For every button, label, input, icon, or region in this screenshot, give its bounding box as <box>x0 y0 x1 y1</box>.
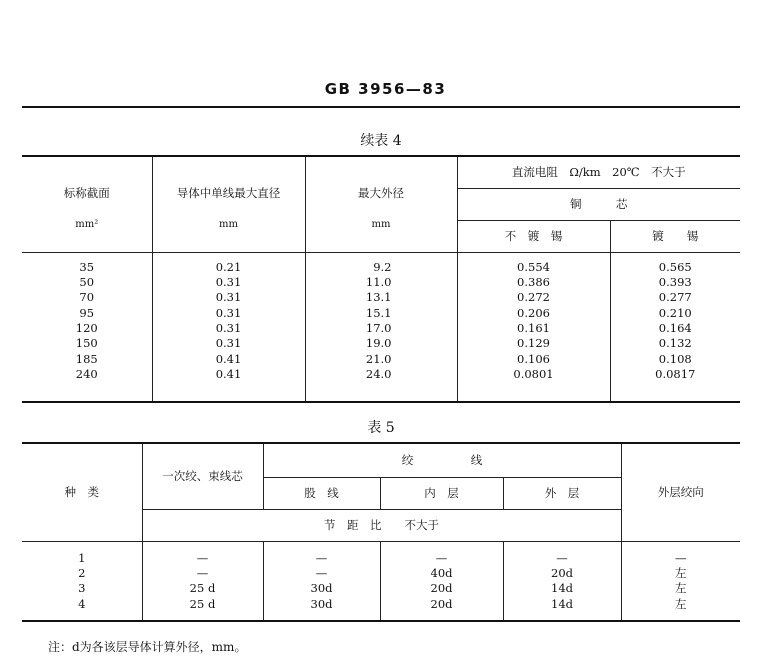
col-header-section <box>22 156 152 252</box>
plain-resistance-cell: 0.106 <box>517 351 550 366</box>
outer-cell: — <box>556 550 568 565</box>
col-header-strand: 股 线 <box>263 477 380 509</box>
strand-cell: — <box>315 565 328 580</box>
col-header-kind: 种 类 <box>22 443 142 541</box>
outer-dia-cell: 17.0 <box>365 321 392 336</box>
column-outer-values <box>503 541 621 621</box>
col-header-wire-dia-label: 导体中单线最大直径 <box>176 186 281 200</box>
plain-resistance-cell: 0.129 <box>517 336 550 351</box>
col-header-outer-direction: 外层绞向 <box>621 443 740 541</box>
inner-cell: 20d <box>430 596 453 611</box>
tinned-resistance-cell: 0.164 <box>658 321 692 336</box>
strand-cell: 30d <box>310 596 333 611</box>
outer-values <box>504 551 621 613</box>
section-values <box>22 260 152 383</box>
col-header-outer: 外 层 <box>503 477 621 509</box>
direction-cell: 左 <box>675 596 687 611</box>
col-header-twist-group: 绞 线 <box>263 443 621 477</box>
outer-cell: 14d <box>551 596 574 611</box>
inner-cell: 40d <box>430 565 453 580</box>
outer-dia-values <box>306 260 392 383</box>
standard-code: GB 3956—83 <box>324 80 447 98</box>
outer-dia-cell: 24.0 <box>365 367 392 382</box>
section-cell: 185 <box>75 351 98 366</box>
col-header-outer-dia-unit: mm <box>371 219 391 230</box>
direction-values <box>622 551 741 613</box>
section-cell: 240 <box>75 367 98 382</box>
wire-dia-cell: 0.41 <box>215 367 242 382</box>
outer-dia-cell: 19.0 <box>365 336 392 351</box>
plain-resistance-cell: 0.554 <box>517 259 550 274</box>
col-header-first-twist: 一次绞、束线芯 <box>142 443 263 509</box>
footnote: 注：d为各该层导体计算外径，mm。 <box>48 640 247 654</box>
inner-cell: — <box>435 550 448 565</box>
kind-cell: 3 <box>78 581 86 596</box>
wire-dia-cell: 0.31 <box>215 290 242 305</box>
outer-dia-cell: 11.0 <box>365 274 392 289</box>
header-rule <box>22 106 740 108</box>
plain-resistance-cell: 0.161 <box>517 321 550 336</box>
column-tinned-values <box>610 252 740 402</box>
outer-cell: 14d <box>551 581 574 596</box>
first-twist-cell: — <box>196 565 209 580</box>
direction-cell: 左 <box>675 581 687 596</box>
tinned-resistance-cell: 0.393 <box>658 274 692 289</box>
section-cell: 95 <box>79 305 95 320</box>
plain-resistance-cell: 0.386 <box>517 274 550 289</box>
col-header-wire-dia-unit: mm <box>219 219 238 230</box>
column-inner-values <box>380 541 503 621</box>
tinned-resistance-cell: 0.108 <box>658 351 692 366</box>
direction-cell: 左 <box>675 565 687 580</box>
plain-resistance-cell: 0.272 <box>517 290 550 305</box>
table5 <box>22 442 740 622</box>
kind-values <box>22 551 142 613</box>
tinned-resistance-cell: 0.565 <box>658 259 692 274</box>
first-twist-cell: 25 d <box>189 581 216 596</box>
col-header-section-label: 标称截面 <box>63 186 110 200</box>
first-twist-values <box>143 551 263 613</box>
plain-values <box>458 260 610 383</box>
col-header-copper-core: 铜 芯 <box>457 188 740 220</box>
column-plain-values <box>457 252 610 402</box>
section-cell: 150 <box>75 336 98 351</box>
section-cell: 120 <box>75 321 98 336</box>
table5-caption: 表 5 <box>367 420 395 436</box>
first-twist-cell: 25 d <box>189 596 216 611</box>
kind-cell: 4 <box>78 596 86 611</box>
col-header-outer-dia <box>305 156 457 252</box>
strand-values <box>264 551 380 613</box>
table4 <box>22 155 740 403</box>
wire-dia-cell: 0.21 <box>215 259 242 274</box>
column-strand-values <box>263 541 380 621</box>
col-header-wire-dia <box>152 156 305 252</box>
col-header-outer-dia-label: 最大外径 <box>358 186 404 200</box>
inner-values <box>381 551 503 613</box>
table4-caption: 续表 4 <box>360 133 402 149</box>
tinned-resistance-cell: 0.210 <box>658 305 692 320</box>
wire-dia-values <box>153 260 305 383</box>
inner-cell: 20d <box>430 581 453 596</box>
section-cell: 35 <box>79 259 95 274</box>
col-header-resistance: 直流电阻 Ω/km 20℃ 不大于 <box>457 156 740 188</box>
direction-cell: — <box>675 550 687 565</box>
section-cell: 70 <box>79 290 95 305</box>
column-wire-dia-values <box>152 252 305 402</box>
col-header-pitch-ratio: 节 距 比 不大于 <box>142 509 621 541</box>
col-header-inner: 内 层 <box>380 477 503 509</box>
column-outer-dia-values <box>305 252 457 402</box>
outer-cell: 20d <box>551 565 574 580</box>
col-header-section-unit: mm² <box>75 219 99 230</box>
kind-cell: 1 <box>78 550 86 565</box>
column-first-twist-values <box>142 541 263 621</box>
kind-cell: 2 <box>78 565 86 580</box>
strand-cell: 30d <box>310 581 333 596</box>
col-header-tinned: 镀 锡 <box>610 220 740 252</box>
wire-dia-cell: 0.31 <box>215 321 242 336</box>
column-section-values <box>22 252 152 402</box>
tinned-resistance-cell: 0.132 <box>658 336 692 351</box>
column-kind-values <box>22 541 142 621</box>
wire-dia-cell: 0.41 <box>215 351 242 366</box>
tinned-resistance-cell: 0.0817 <box>655 367 696 382</box>
outer-dia-cell: 15.1 <box>365 305 392 320</box>
tinned-values <box>611 260 741 383</box>
wire-dia-cell: 0.31 <box>215 274 242 289</box>
first-twist-cell: — <box>196 550 209 565</box>
outer-dia-cell: 9.2 <box>373 259 392 274</box>
section-cell: 50 <box>79 274 95 289</box>
outer-dia-cell: 13.1 <box>365 290 392 305</box>
strand-cell: — <box>315 550 328 565</box>
wire-dia-cell: 0.31 <box>215 305 242 320</box>
column-direction-values <box>621 541 740 621</box>
plain-resistance-cell: 0.0801 <box>513 367 554 382</box>
tinned-resistance-cell: 0.277 <box>658 290 692 305</box>
outer-dia-cell: 21.0 <box>365 351 392 366</box>
col-header-plain: 不 镀 锡 <box>457 220 610 252</box>
wire-dia-cell: 0.31 <box>215 336 242 351</box>
plain-resistance-cell: 0.206 <box>517 305 550 320</box>
